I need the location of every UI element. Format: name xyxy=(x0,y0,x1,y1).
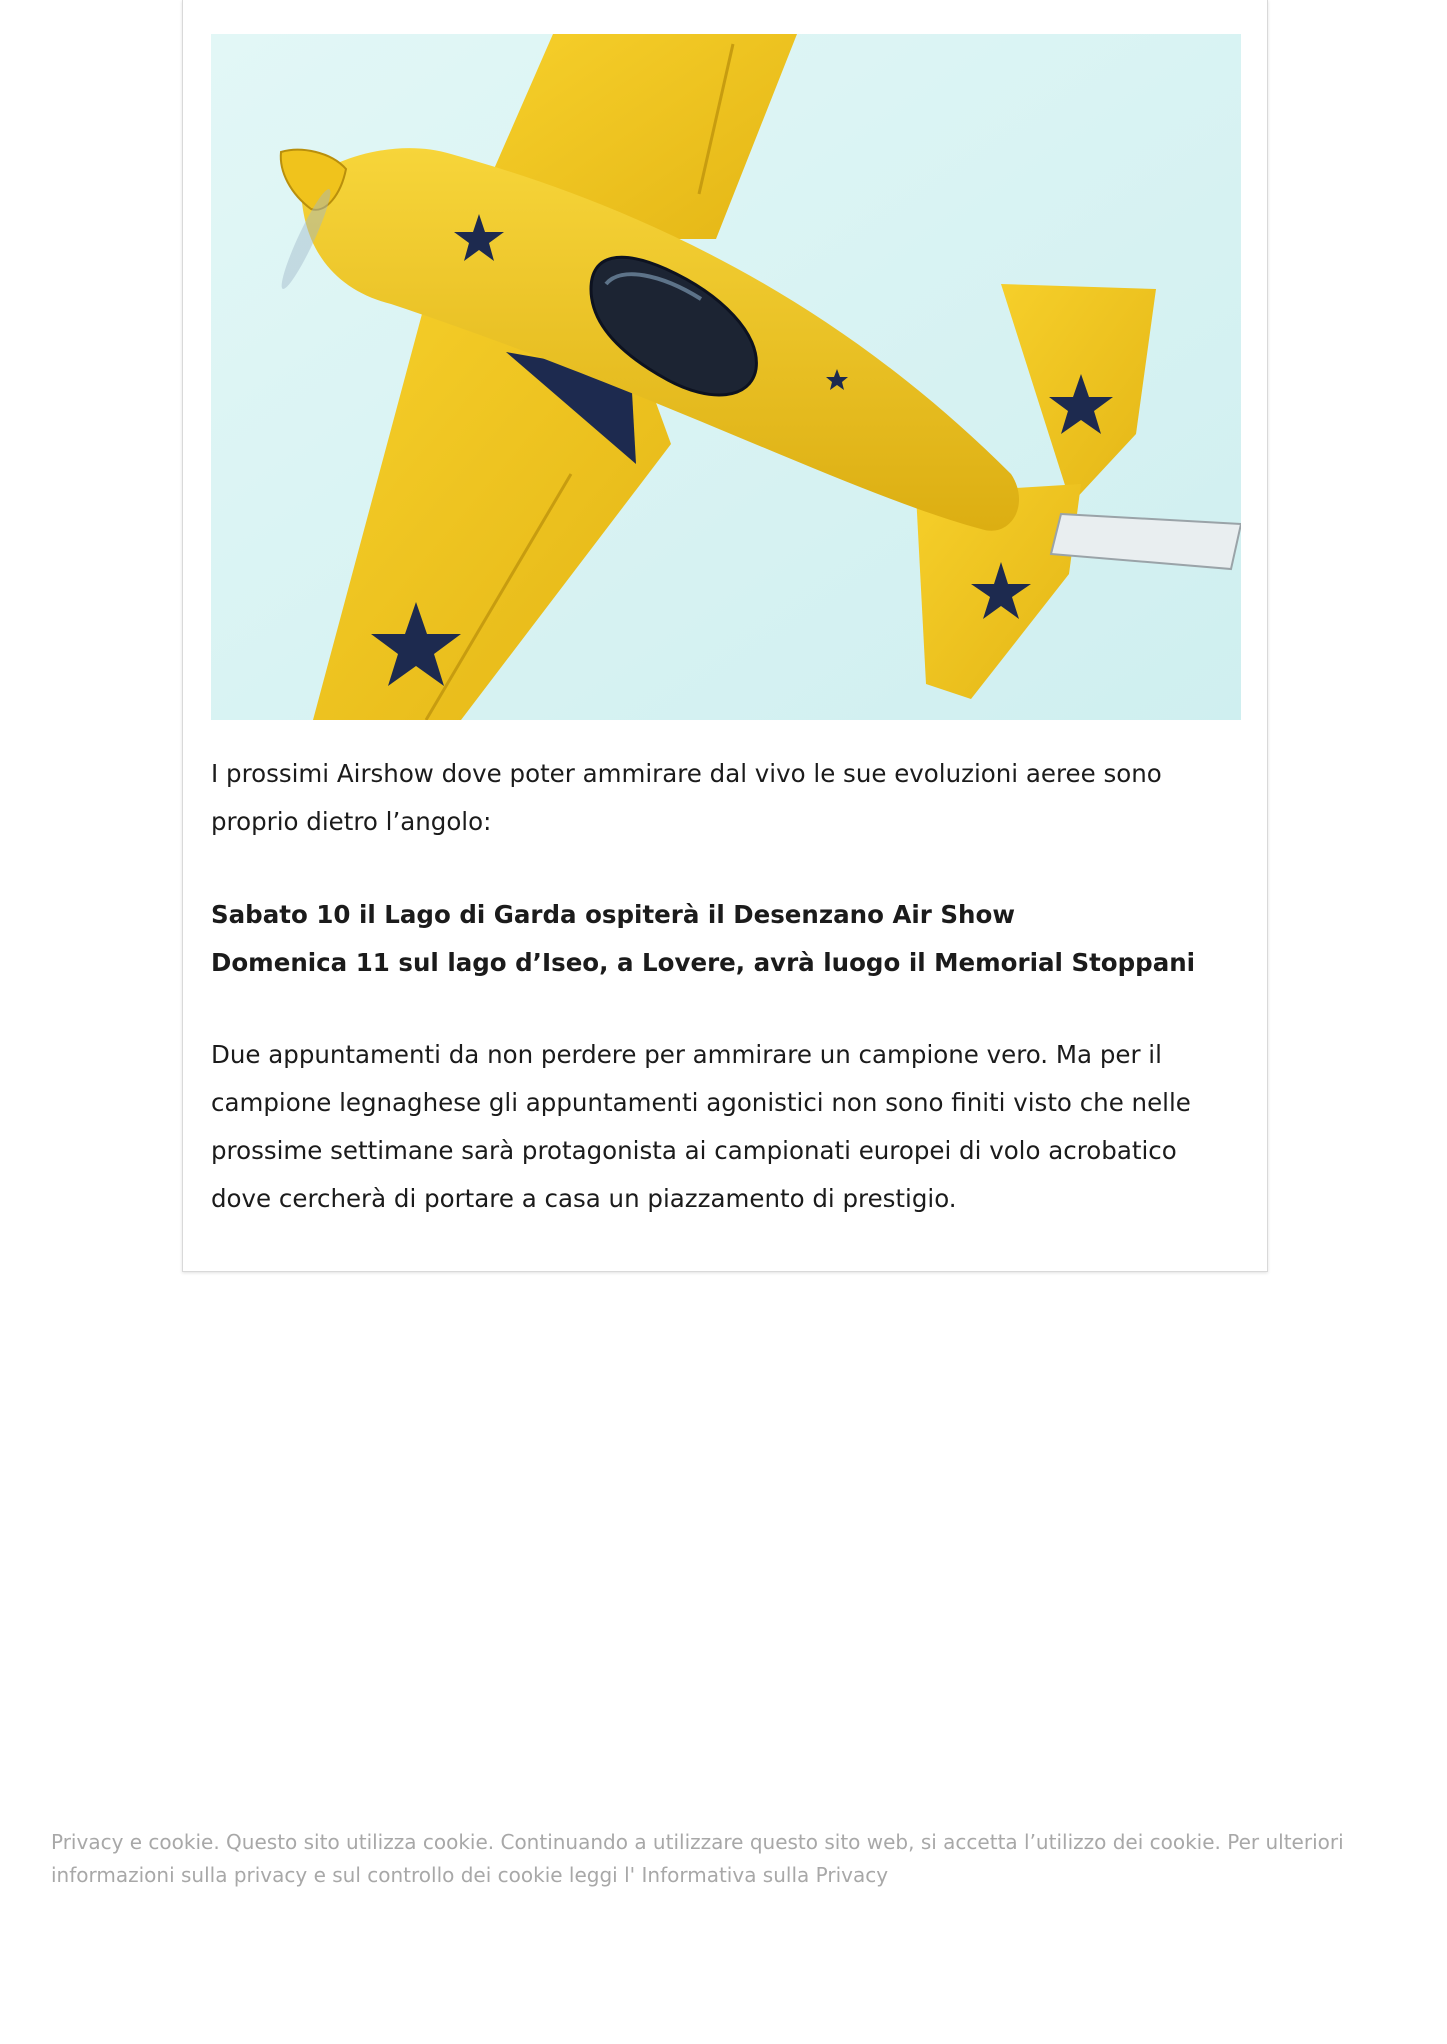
article-intro-paragraph: I prossimi Airshow dove poter ammirare dal vivo le sue evoluzioni aeree sono proprio dietro l’angolo: xyxy=(211,759,1162,836)
privacy-policy-link[interactable]: Informativa sulla Privacy xyxy=(641,1863,889,1887)
article-closing-paragraph: Due appuntamenti da non perdere per ammirare un campione vero. Ma per il campione legnaghese gli appuntamenti agonistici non sono finiti visto che nelle prossime settimane sarà protagonista ai campionati europei di volo acrobatico dove cercherà di portare a casa un piazzamento di prestigio. xyxy=(211,1040,1191,1213)
cookie-notice-text: Privacy e cookie. Questo sito utilizza cookie. Continuando a utilizzare questo sito web, si accetta l’utilizzo dei cookie. Per ulteriori informazioni sulla privacy e sul controllo dei cookie leggi l' xyxy=(51,1830,1344,1887)
cookie-notice xyxy=(51,1826,1421,1892)
event-item-lovere: Domenica 11 sul lago d’Iseo, a Lovere, avrà luogo il Memorial Stoppani xyxy=(211,948,1196,977)
event-list xyxy=(211,891,1241,987)
plane-illustration xyxy=(211,34,1241,720)
article-card xyxy=(182,0,1268,1272)
event-item-desenzano: Sabato 10 il Lago di Garda ospiterà il Desenzano Air Show xyxy=(211,900,1015,929)
article-image-yellow-plane xyxy=(211,34,1241,720)
